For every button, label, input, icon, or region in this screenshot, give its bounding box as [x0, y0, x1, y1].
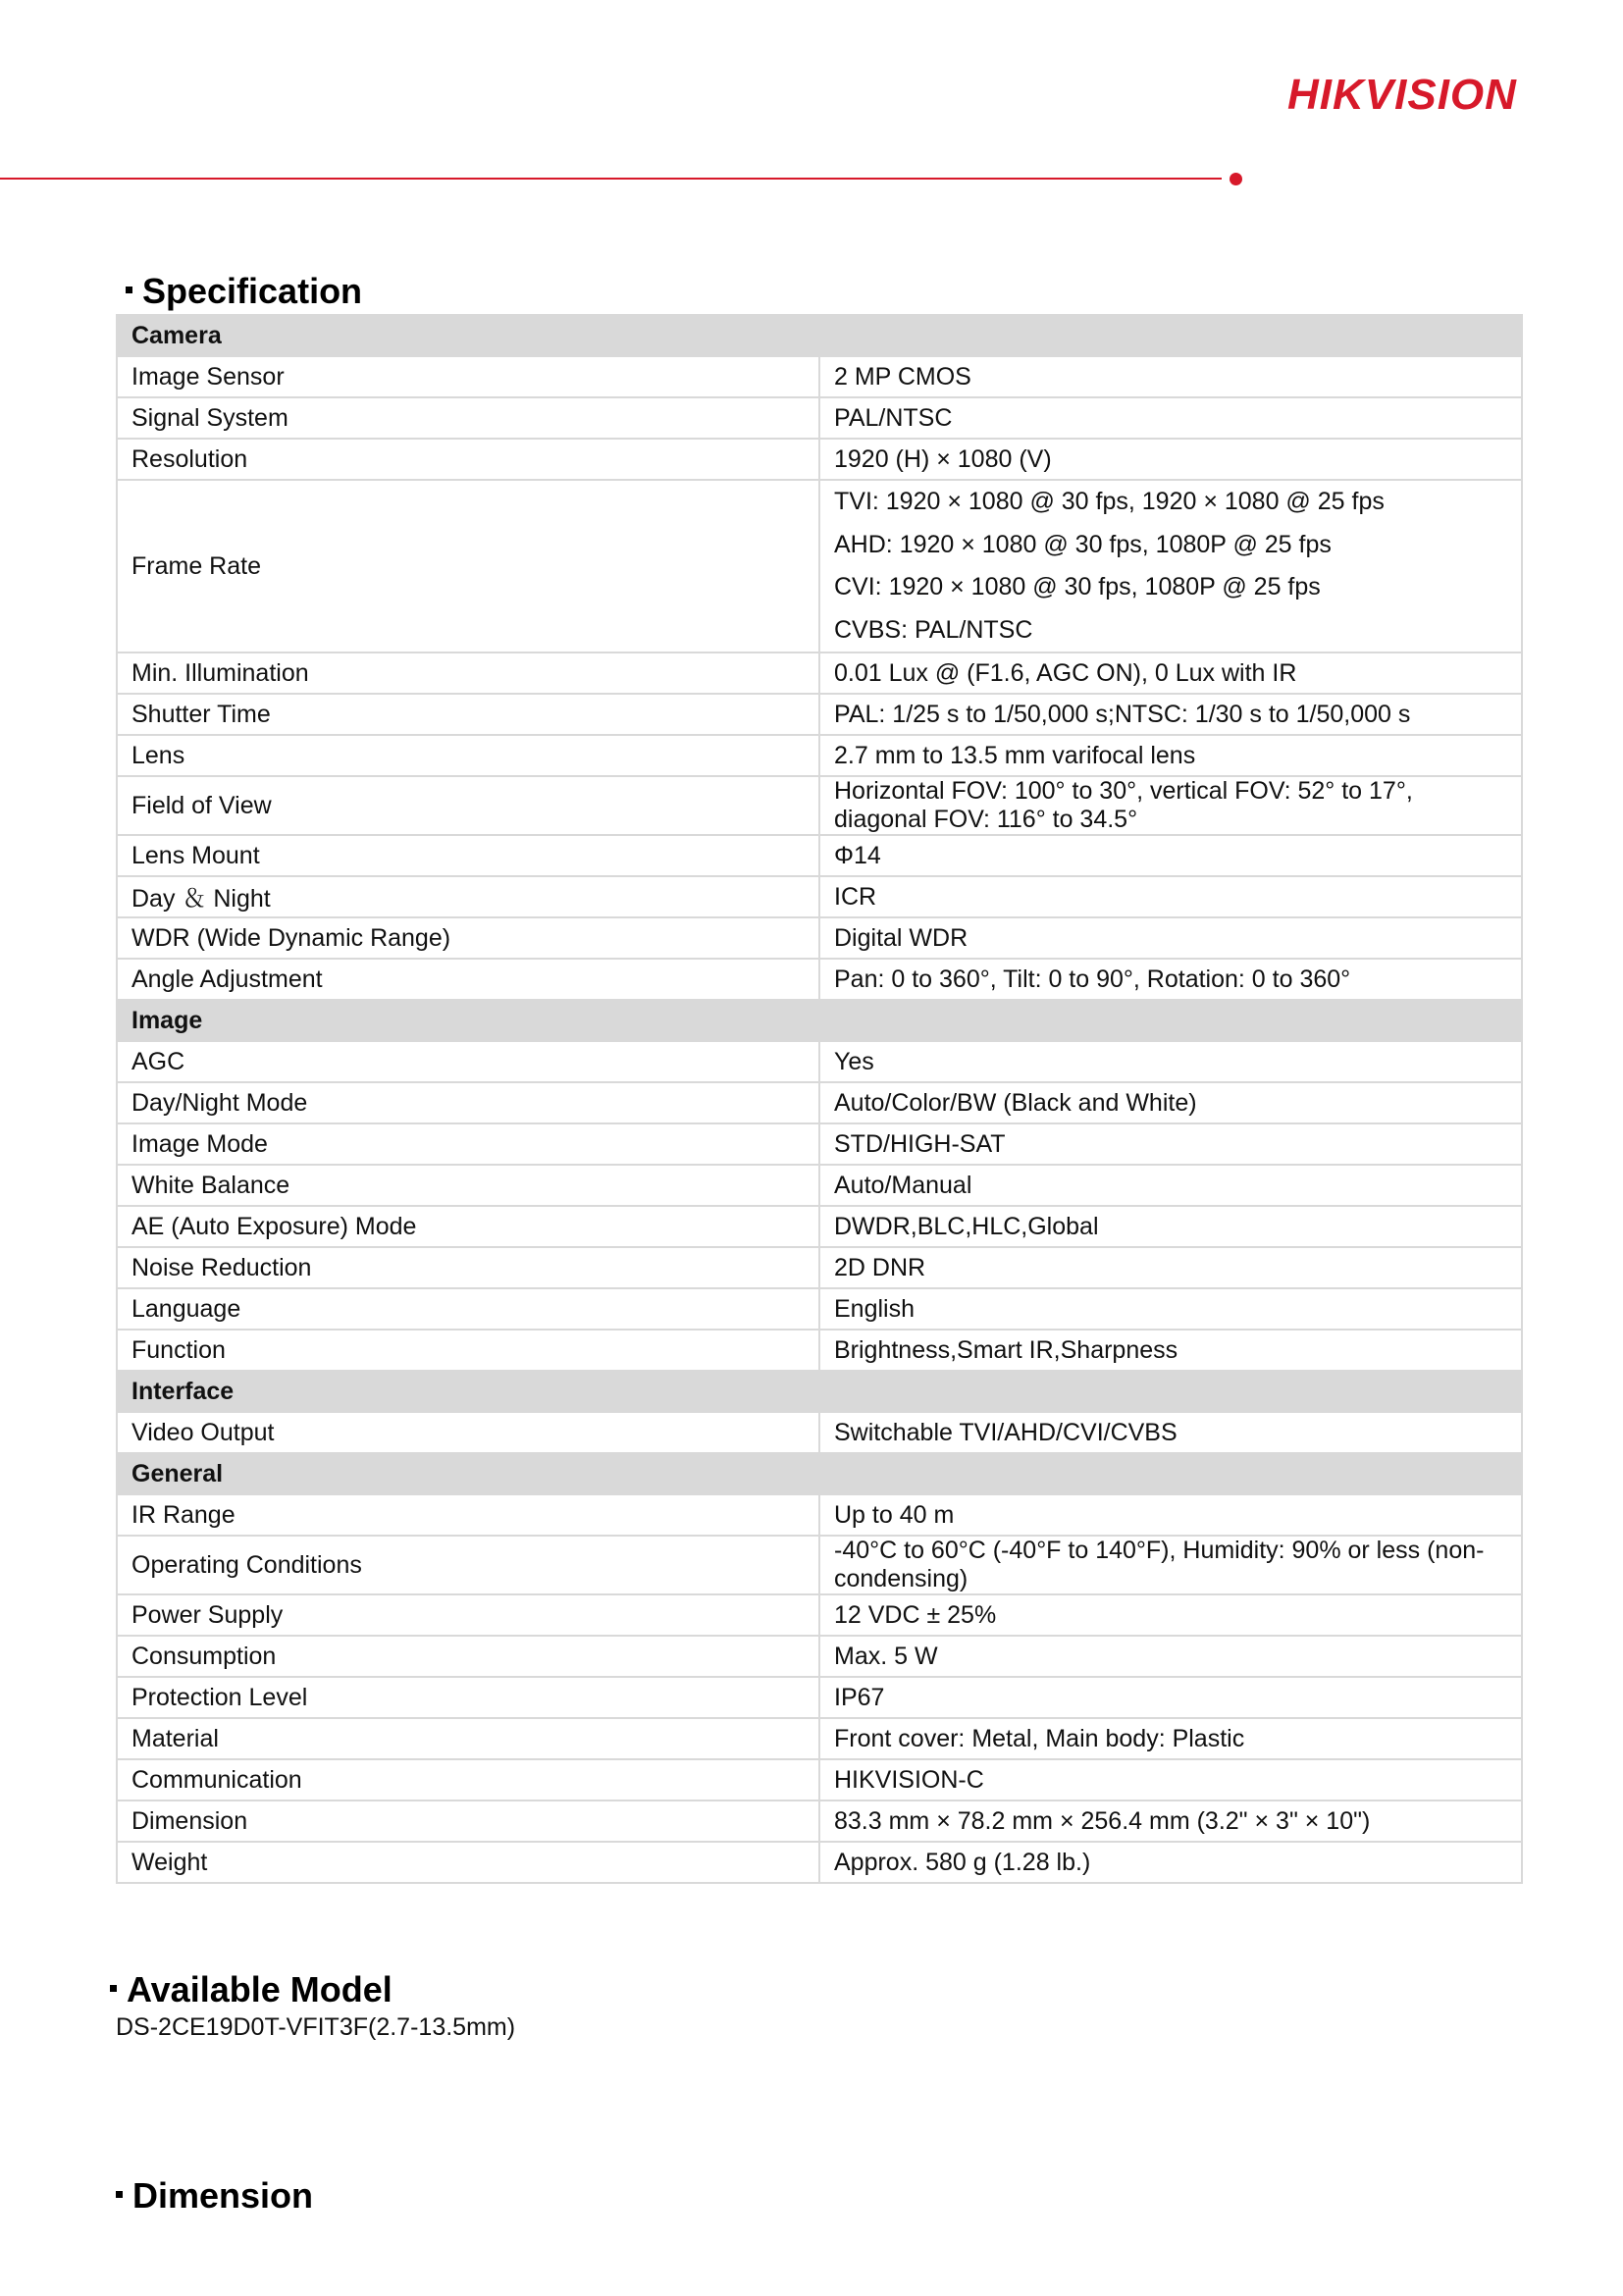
spec-row — [117, 1041, 1522, 1082]
section-header-row — [117, 1371, 1522, 1412]
spec-row — [117, 1165, 1522, 1206]
spec-value: Front cover: Metal, Main body: Plastic — [819, 1718, 1522, 1759]
spec-value: Auto/Manual — [819, 1165, 1522, 1206]
spec-key: Operating Conditions — [117, 1536, 819, 1594]
spec-row — [117, 1206, 1522, 1247]
section-header-row — [117, 315, 1522, 356]
spec-row — [117, 1718, 1522, 1759]
spec-key: White Balance — [117, 1165, 819, 1206]
section-header: Image — [117, 1000, 1522, 1041]
spec-row — [117, 1412, 1522, 1453]
spec-value-line: CVI: 1920 × 1080 @ 30 fps, 1080P @ 25 fps — [834, 573, 1321, 600]
spec-key: Signal System — [117, 397, 819, 439]
hikvision-logo: HIKVISION — [1287, 71, 1517, 119]
spec-value: 83.3 mm × 78.2 mm × 256.4 mm (3.2" × 3" × 10") — [819, 1800, 1522, 1842]
spec-value: English — [819, 1288, 1522, 1330]
bullet-square-icon — [110, 1985, 117, 1992]
header-rule-dot — [1230, 173, 1242, 185]
spec-value: Max. 5 W — [819, 1636, 1522, 1677]
spec-key: Resolution — [117, 439, 819, 480]
spec-value: Up to 40 m — [819, 1494, 1522, 1536]
spec-key: Day ＆ Night — [117, 876, 819, 917]
spec-key: Dimension — [117, 1800, 819, 1842]
spec-row — [117, 1082, 1522, 1123]
spec-row — [117, 1247, 1522, 1288]
spec-row — [117, 1288, 1522, 1330]
spec-row — [117, 959, 1522, 1000]
spec-value: Pan: 0 to 360°, Tilt: 0 to 90°, Rotation: 0 to 360° — [819, 959, 1522, 1000]
available-model-heading: Available Model — [110, 1972, 393, 2008]
section-header: General — [117, 1453, 1522, 1494]
spec-value: STD/HIGH-SAT — [819, 1123, 1522, 1165]
spec-value: Switchable TVI/AHD/CVI/CVBS — [819, 1412, 1522, 1453]
spec-value: -40°C to 60°C (-40°F to 140°F), Humidity: 90% or less (non-condensing) — [819, 1536, 1522, 1594]
spec-value: DWDR,BLC,HLC,Global — [819, 1206, 1522, 1247]
spec-row — [117, 1330, 1522, 1371]
bullet-square-icon — [126, 287, 132, 293]
spec-key: Image Sensor — [117, 356, 819, 397]
spec-row — [117, 1536, 1522, 1594]
spec-value-line: TVI: 1920 × 1080 @ 30 fps, 1920 × 1080 @ 25 fps — [834, 488, 1385, 515]
bullet-square-icon — [116, 2191, 123, 2198]
spec-value: Approx. 580 g (1.28 lb.) — [819, 1842, 1522, 1883]
spec-key: Communication — [117, 1759, 819, 1800]
spec-row — [117, 1759, 1522, 1800]
spec-key: Shutter Time — [117, 694, 819, 735]
spec-row — [117, 735, 1522, 776]
spec-value: IP67 — [819, 1677, 1522, 1718]
spec-key: WDR (Wide Dynamic Range) — [117, 917, 819, 959]
spec-row — [117, 480, 1522, 652]
spec-key: AGC — [117, 1041, 819, 1082]
spec-row — [117, 1123, 1522, 1165]
spec-key: Angle Adjustment — [117, 959, 819, 1000]
spec-value: Horizontal FOV: 100° to 30°, vertical FOV: 52° to 17°, diagonal FOV: 116° to 34.5° — [819, 776, 1522, 835]
spec-value: PAL/NTSC — [819, 397, 1522, 439]
spec-value — [819, 480, 1522, 652]
spec-key: IR Range — [117, 1494, 819, 1536]
spec-row — [117, 835, 1522, 876]
spec-key: Power Supply — [117, 1594, 819, 1636]
spec-row — [117, 1842, 1522, 1883]
spec-row — [117, 439, 1522, 480]
section-header: Camera — [117, 315, 1522, 356]
spec-row — [117, 1677, 1522, 1718]
spec-value: 12 VDC ± 25% — [819, 1594, 1522, 1636]
header-rule — [0, 178, 1222, 180]
spec-value: ICR — [819, 876, 1522, 917]
spec-row — [117, 694, 1522, 735]
spec-key: Frame Rate — [117, 480, 819, 652]
model-number: DS-2CE19D0T-VFIT3F(2.7-13.5mm) — [116, 2013, 516, 2041]
spec-row — [117, 356, 1522, 397]
spec-key: Min. Illumination — [117, 652, 819, 694]
spec-key: Lens — [117, 735, 819, 776]
spec-key: Consumption — [117, 1636, 819, 1677]
spec-key: Material — [117, 1718, 819, 1759]
spec-value: Yes — [819, 1041, 1522, 1082]
spec-row — [117, 876, 1522, 917]
spec-value: Brightness,Smart IR,Sharpness — [819, 1330, 1522, 1371]
spec-value: Φ14 — [819, 835, 1522, 876]
spec-row — [117, 1636, 1522, 1677]
spec-row — [117, 397, 1522, 439]
specification-table — [116, 314, 1523, 1884]
spec-row — [117, 1494, 1522, 1536]
spec-key: Language — [117, 1288, 819, 1330]
spec-key: Video Output — [117, 1412, 819, 1453]
spec-key: Protection Level — [117, 1677, 819, 1718]
spec-row — [117, 1594, 1522, 1636]
dimension-heading: Dimension — [116, 2178, 313, 2214]
spec-value: 0.01 Lux @ (F1.6, AGC ON), 0 Lux with IR — [819, 652, 1522, 694]
section-header-row — [117, 1453, 1522, 1494]
spec-value: HIKVISION-C — [819, 1759, 1522, 1800]
section-header-row — [117, 1000, 1522, 1041]
spec-value-line: CVBS: PAL/NTSC — [834, 615, 1033, 644]
spec-value: Digital WDR — [819, 917, 1522, 959]
spec-key: Field of View — [117, 776, 819, 835]
spec-key: Noise Reduction — [117, 1247, 819, 1288]
specification-heading: Specification — [126, 274, 362, 309]
spec-key: AE (Auto Exposure) Mode — [117, 1206, 819, 1247]
spec-key: Day/Night Mode — [117, 1082, 819, 1123]
spec-value-line: AHD: 1920 × 1080 @ 30 fps, 1080P @ 25 fps — [834, 530, 1332, 558]
spec-row — [117, 776, 1522, 835]
spec-value: 2D DNR — [819, 1247, 1522, 1288]
spec-key: Image Mode — [117, 1123, 819, 1165]
spec-value: PAL: 1/25 s to 1/50,000 s;NTSC: 1/30 s to 1/50,000 s — [819, 694, 1522, 735]
spec-row — [117, 1800, 1522, 1842]
spec-row — [117, 917, 1522, 959]
spec-value: 1920 (H) × 1080 (V) — [819, 439, 1522, 480]
spec-key: Lens Mount — [117, 835, 819, 876]
spec-key: Function — [117, 1330, 819, 1371]
spec-value: Auto/Color/BW (Black and White) — [819, 1082, 1522, 1123]
spec-value: 2.7 mm to 13.5 mm varifocal lens — [819, 735, 1522, 776]
spec-key: Weight — [117, 1842, 819, 1883]
spec-value: 2 MP CMOS — [819, 356, 1522, 397]
spec-row — [117, 652, 1522, 694]
section-header: Interface — [117, 1371, 1522, 1412]
